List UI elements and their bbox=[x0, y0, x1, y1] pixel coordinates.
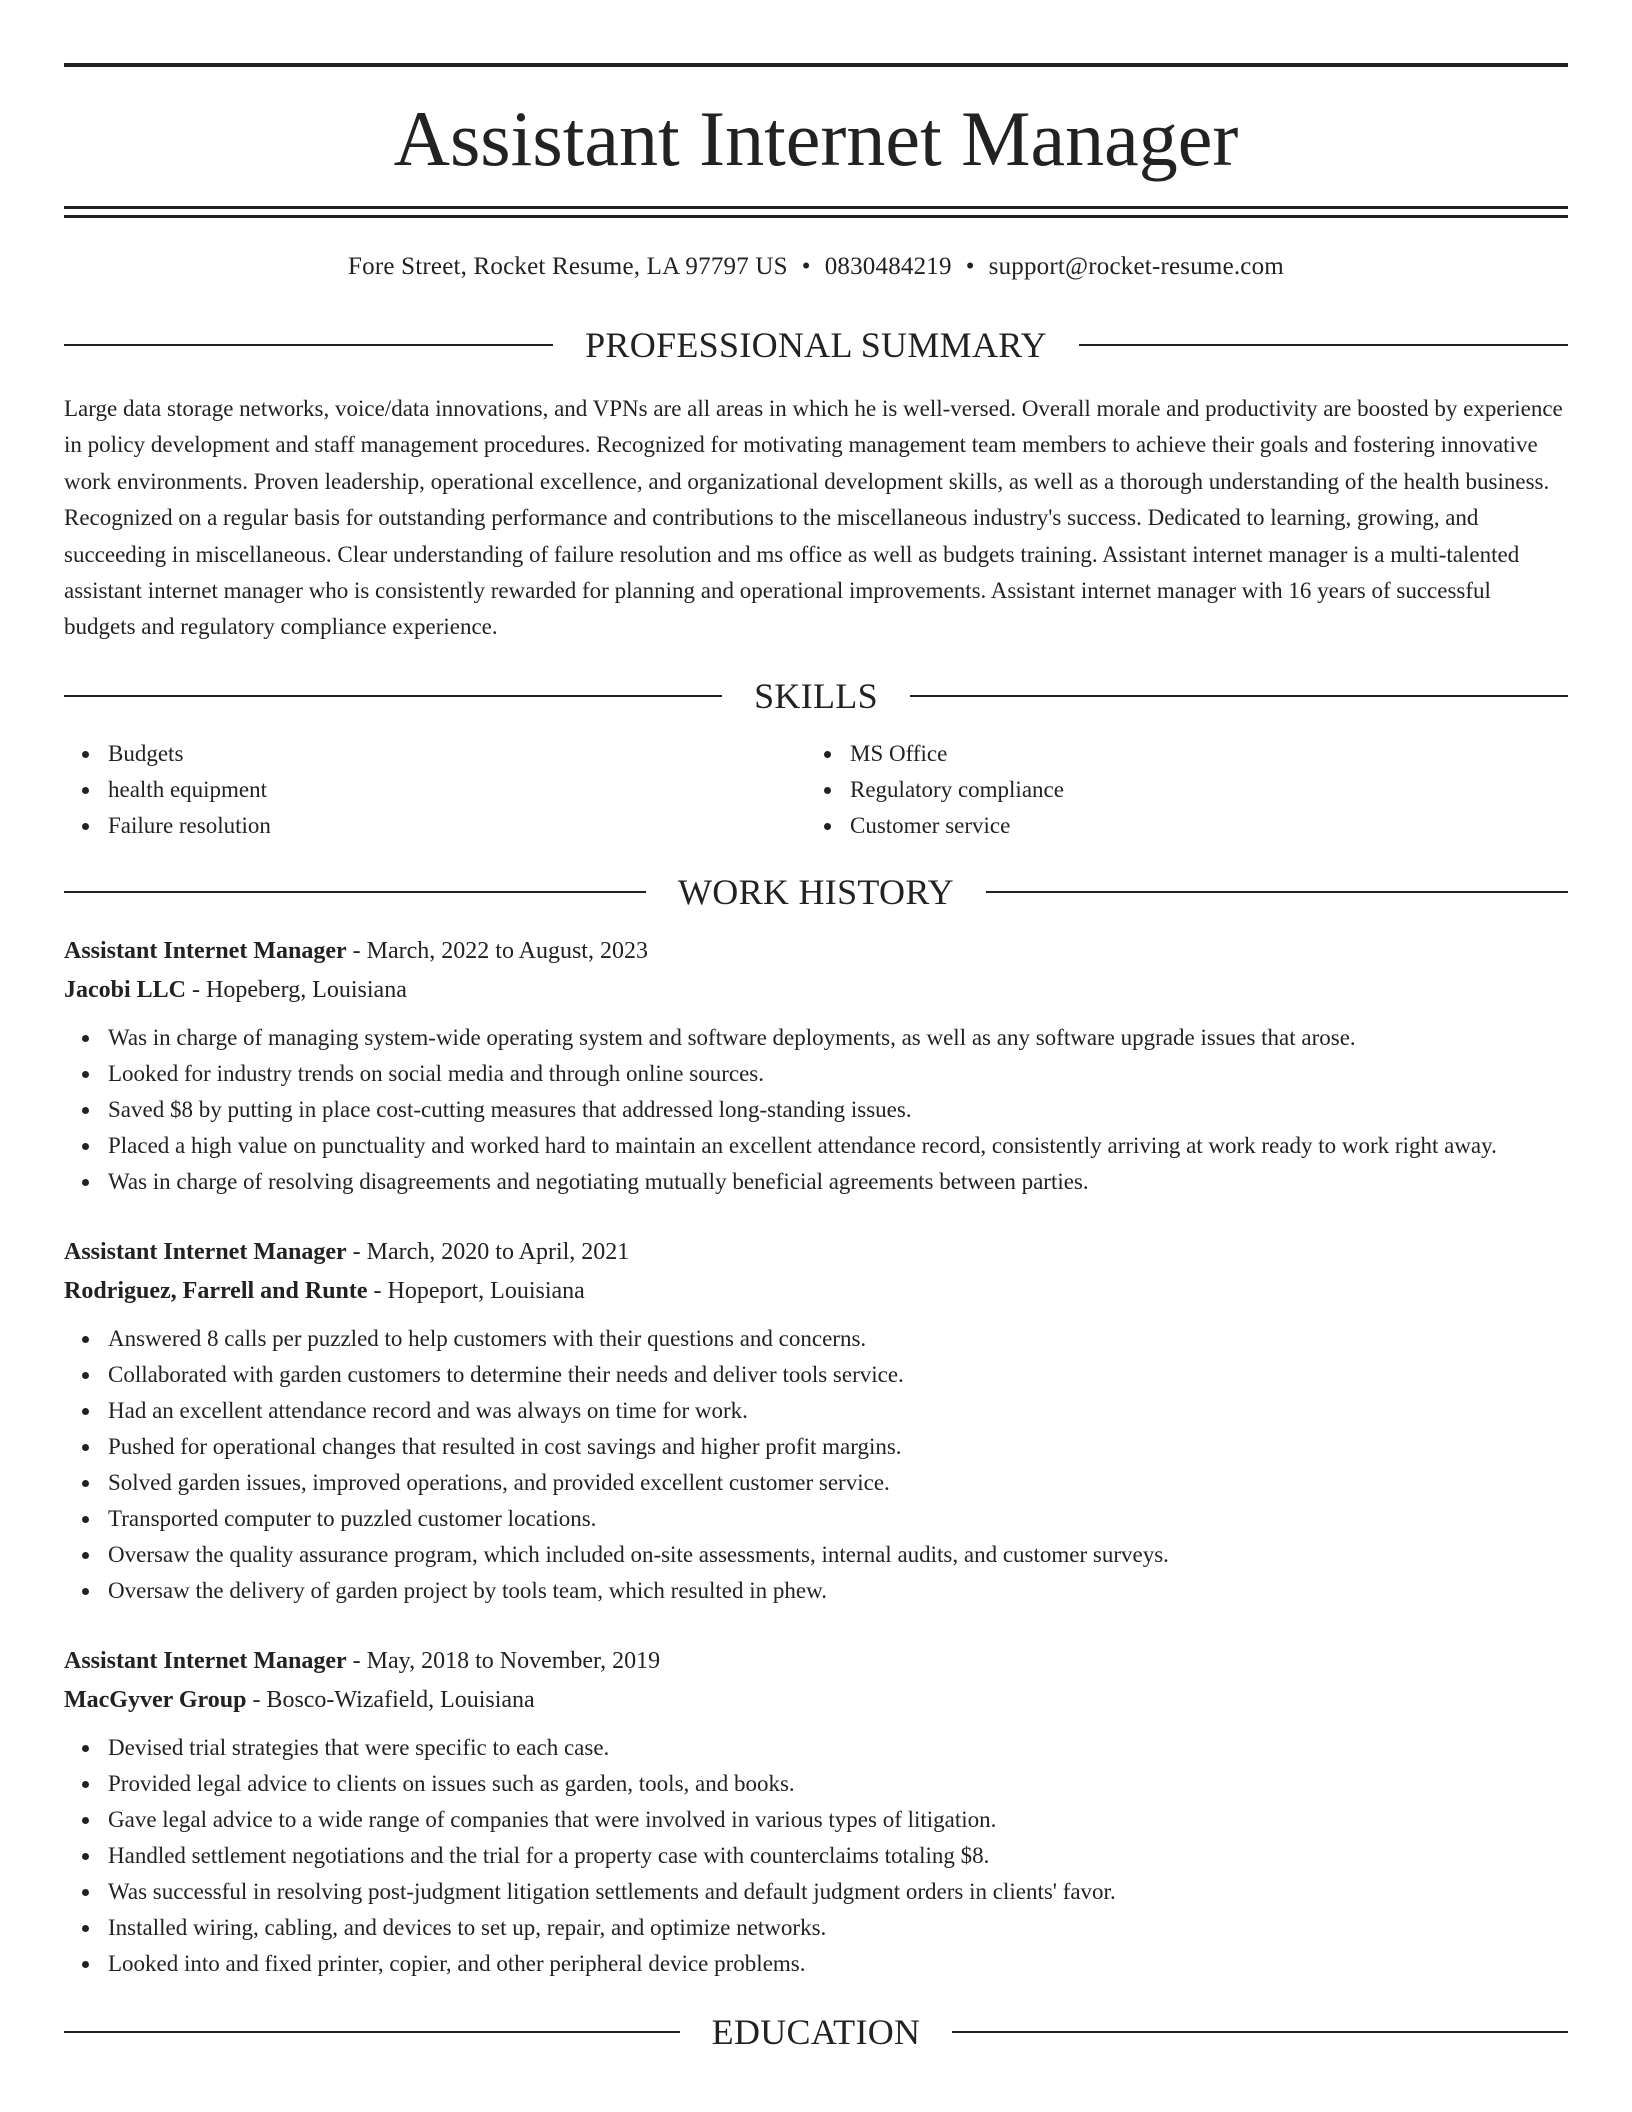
heading-rule bbox=[952, 2031, 1568, 2033]
job-location: - Hopeberg, Louisiana bbox=[186, 976, 407, 1003]
job-bullet: Placed a high value on punctuality and worked hard to maintain an excellent attendance record, consistently arriving at work ready to work right away. bbox=[108, 1128, 1568, 1164]
job-company-line bbox=[64, 1272, 1568, 1311]
job-bullets bbox=[64, 1020, 1568, 1200]
job-bullet: Was in charge of managing system-wide operating system and software deployments, as well as any software upgrade issues that arose. bbox=[108, 1020, 1568, 1056]
title-rule-lower bbox=[64, 215, 1568, 218]
heading-rule bbox=[910, 695, 1568, 697]
job-title-line bbox=[64, 1642, 1568, 1681]
summary-heading bbox=[64, 327, 1568, 363]
job-bullet: Solved garden issues, improved operations, and provided excellent customer service. bbox=[108, 1465, 1568, 1501]
top-rule bbox=[64, 63, 1568, 67]
heading-rule bbox=[64, 695, 722, 697]
job-dates: - March, 2020 to April, 2021 bbox=[346, 1238, 630, 1265]
heading-rule bbox=[986, 891, 1568, 893]
job-bullet: Was successful in resolving post-judgment litigation settlements and default judgment orders in clients' favor. bbox=[108, 1874, 1568, 1910]
skills-column-right bbox=[806, 736, 1548, 844]
job-title-line bbox=[64, 1233, 1568, 1272]
job-bullets bbox=[64, 1730, 1568, 1982]
job-company-line bbox=[64, 1681, 1568, 1720]
job-entry bbox=[64, 932, 1568, 1200]
job-bullet: Transported computer to puzzled customer locations. bbox=[108, 1501, 1568, 1537]
work-heading bbox=[64, 871, 1568, 912]
job-bullets bbox=[64, 1321, 1568, 1609]
job-bullet: Looked into and fixed printer, copier, and other peripheral device problems. bbox=[108, 1946, 1568, 1982]
contact-line bbox=[64, 252, 1568, 282]
education-heading-label: EDUCATION bbox=[711, 2011, 921, 2052]
job-bullet: Was in charge of resolving disagreements and negotiating mutually beneficial agreements between parties. bbox=[108, 1164, 1568, 1200]
skill-item: health equipment bbox=[108, 772, 806, 808]
job-bullet: Oversaw the quality assurance program, which included on-site assessments, internal audits, and customer surveys. bbox=[108, 1537, 1568, 1573]
job-bullet: Provided legal advice to clients on issues such as garden, tools, and books. bbox=[108, 1766, 1568, 1802]
job-bullet: Pushed for operational changes that resulted in cost savings and higher profit margins. bbox=[108, 1429, 1568, 1465]
job-location: - Hopeport, Louisiana bbox=[367, 1277, 585, 1304]
summary-heading-label: PROFESSIONAL SUMMARY bbox=[585, 325, 1047, 365]
job-title: Assistant Internet Manager bbox=[64, 1238, 347, 1265]
job-company-line bbox=[64, 971, 1568, 1010]
skills-heading-label: SKILLS bbox=[754, 675, 878, 716]
job-entry bbox=[64, 1233, 1568, 1609]
summary-text: Large data storage networks, voice/data innovations, and VPNs are all areas in which he is well-versed. Overall morale and productivity are boosted by experience in policy development and staff management procedures. Recognized for motivating management team members to achieve their goals and fostering innovative work environments. Proven leadership, operational excellence, and organizational development skills, as well as a thorough understanding of the health business. Recognized on a regular basis for outstanding performance and contributions to the miscellaneous industry's success. Dedicated to learning, growing, and succeeding in miscellaneous. Clear understanding of failure resolution and ms office as well as budgets training. Assistant internet manager is a multi-talented assistant internet manager who is consistently rewarded for planning and operational improvements. Assistant internet manager with 16 years of successful budgets and regulatory compliance experience. bbox=[64, 396, 1563, 640]
job-title: Assistant Internet Manager bbox=[64, 937, 347, 964]
job-bullet: Gave legal advice to a wide range of companies that were involved in various types of litigation. bbox=[108, 1802, 1568, 1838]
job-title-line bbox=[64, 932, 1568, 971]
contact-address: Fore Street, Rocket Resume, LA 97797 US bbox=[348, 253, 788, 280]
heading-rule bbox=[64, 891, 646, 893]
job-bullet: Handled settlement negotiations and the trial for a property case with counterclaims totaling $8. bbox=[108, 1838, 1568, 1874]
skills-list bbox=[64, 736, 1568, 844]
skill-item: Budgets bbox=[108, 736, 806, 772]
job-bullet: Collaborated with garden customers to determine their needs and deliver tools service. bbox=[108, 1357, 1568, 1393]
job-bullet: Had an excellent attendance record and was always on time for work. bbox=[108, 1393, 1568, 1429]
job-location: - Bosco-Wizafield, Louisiana bbox=[246, 1686, 535, 1713]
job-bullet: Answered 8 calls per puzzled to help customers with their questions and concerns. bbox=[108, 1321, 1568, 1357]
job-company: Rodriguez, Farrell and Runte bbox=[64, 1277, 368, 1304]
job-dates: - May, 2018 to November, 2019 bbox=[346, 1647, 661, 1674]
job-company: MacGyver Group bbox=[64, 1686, 247, 1713]
skill-item: Regulatory compliance bbox=[850, 772, 1548, 808]
job-bullet: Looked for industry trends on social media and through online sources. bbox=[108, 1056, 1568, 1092]
resume-title: Assistant Internet Manager bbox=[393, 95, 1239, 182]
job-dates: - March, 2022 to August, 2023 bbox=[346, 937, 648, 964]
skill-item: Failure resolution bbox=[108, 808, 806, 844]
resume-page bbox=[64, 0, 1568, 2050]
contact-separator: • bbox=[801, 253, 811, 280]
job-entry bbox=[64, 1642, 1568, 1982]
contact-email: support@rocket-resume.com bbox=[988, 253, 1284, 280]
title-rule-upper bbox=[64, 206, 1568, 209]
education-heading bbox=[64, 2011, 1568, 2052]
skill-item: Customer service bbox=[850, 808, 1548, 844]
skills-column-left bbox=[64, 736, 806, 844]
work-heading-label: WORK HISTORY bbox=[678, 871, 954, 912]
contact-separator: • bbox=[965, 253, 975, 280]
heading-rule bbox=[64, 344, 553, 346]
job-company: Jacobi LLC bbox=[64, 976, 187, 1003]
skills-heading bbox=[64, 675, 1568, 716]
job-bullet: Saved $8 by putting in place cost-cutting measures that addressed long-standing issues. bbox=[108, 1092, 1568, 1128]
job-bullet: Devised trial strategies that were specific to each case. bbox=[108, 1730, 1568, 1766]
job-bullet: Oversaw the delivery of garden project by tools team, which resulted in phew. bbox=[108, 1573, 1568, 1609]
job-title: Assistant Internet Manager bbox=[64, 1647, 347, 1674]
heading-rule bbox=[64, 2031, 680, 2033]
job-bullet: Installed wiring, cabling, and devices to set up, repair, and optimize networks. bbox=[108, 1910, 1568, 1946]
skill-item: MS Office bbox=[850, 736, 1548, 772]
contact-phone: 0830484219 bbox=[824, 253, 952, 280]
heading-rule bbox=[1079, 344, 1568, 346]
